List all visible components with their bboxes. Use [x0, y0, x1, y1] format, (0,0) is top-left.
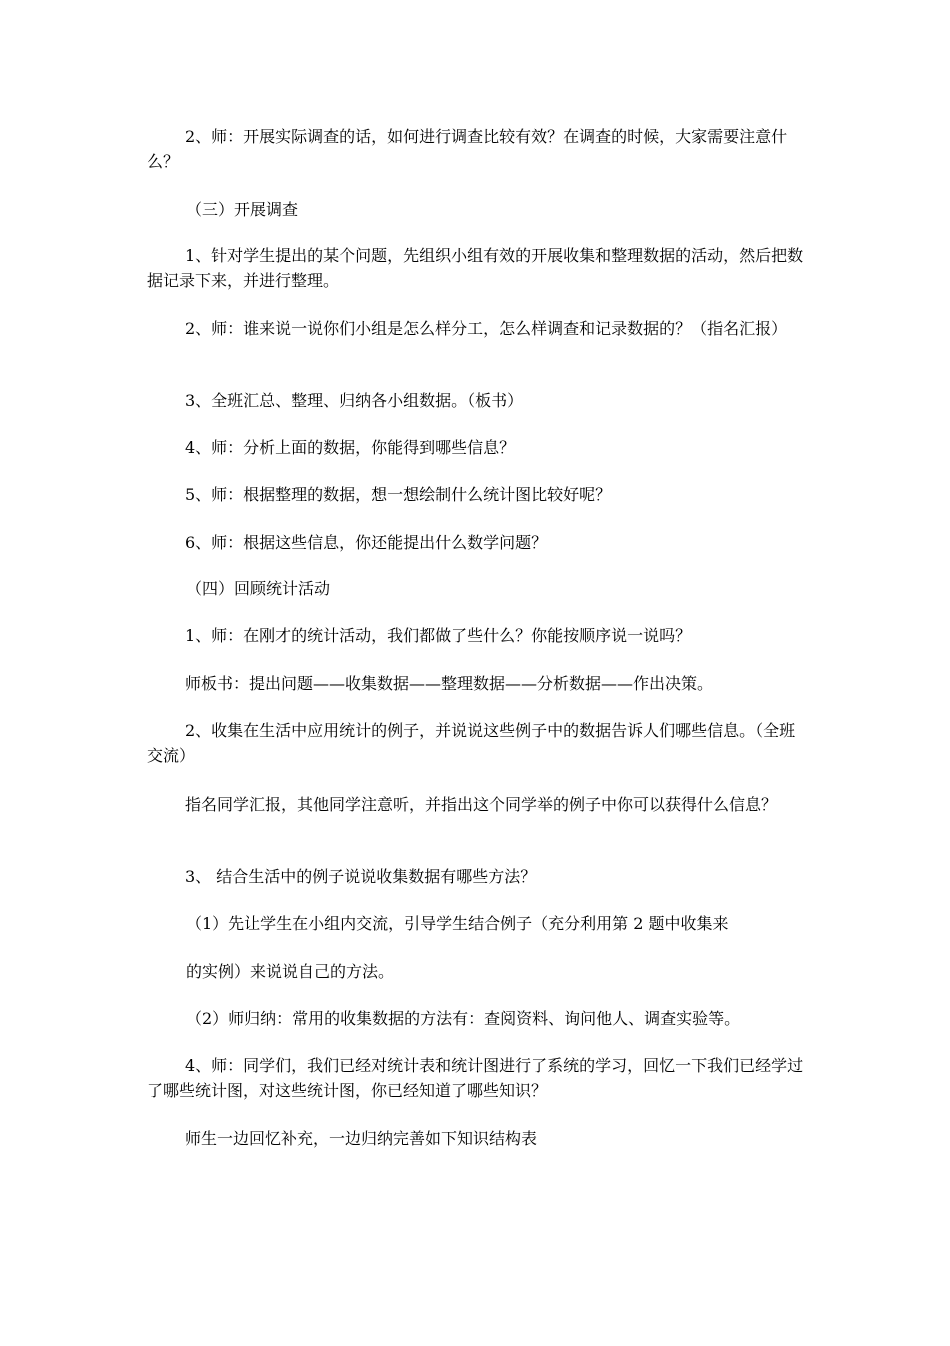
paragraph-chart-review: 4、师：同学们，我们已经对统计表和统计图进行了系统的学习，回忆一下我们已经学过了哪些统计图，对这些统计图，你已经知道了哪些知识？	[147, 1056, 804, 1100]
paragraph-survey-method: 2、师：开展实际调查的话，如何进行调查比较有效？在调查的时候，大家需要注意什么？	[147, 127, 788, 171]
paragraph-step-1-line-1: （1）先让学生在小组内交流，引导学生结合例子（充分利用第 2 题中收集来	[186, 914, 729, 933]
paragraph-student-report: 指名同学汇报，其他同学注意听，并指出这个同学举的例子中你可以获得什么信息？	[185, 795, 778, 814]
section-heading-4: （四）回顾统计活动	[186, 579, 331, 598]
paragraph-choose-chart: 5、师：根据整理的数据，想一想绘制什么统计图比较好呢？	[185, 485, 612, 504]
paragraph-math-questions: 6、师：根据这些信息，你还能提出什么数学问题？	[185, 533, 548, 552]
section-heading-3: （三）开展调查	[186, 200, 299, 219]
paragraph-collection-methods: 3、 结合生活中的例子说说收集数据有哪些方法？	[185, 867, 537, 886]
paragraph-life-examples: 2、收集在生活中应用统计的例子，并说说这些例子中的数据告诉人们哪些信息。（全班交流）	[147, 721, 796, 765]
paragraph-board-writing: 师板书：提出问题——收集数据——整理数据——分析数据——作出决策。	[185, 674, 714, 693]
paragraph-review-activity: 1、师：在刚才的统计活动，我们都做了些什么？你能按顺序说一说吗？	[185, 626, 692, 645]
paragraph-step-1-line-2: 的实例）来说说自己的方法。	[186, 962, 395, 981]
paragraph-group-report: 2、师：谁来说一说你们小组是怎么样分工，怎么样调查和记录数据的？（指名汇报）	[185, 319, 788, 338]
paragraph-organize-groups: 1、针对学生提出的某个问题，先组织小组有效的开展收集和整理数据的活动，然后把数据记录下来，并进行整理。	[147, 246, 804, 290]
paragraph-class-summary: 3、全班汇总、整理、归纳各小组数据。（板书）	[185, 391, 524, 410]
paragraph-analyze-data: 4、师：分析上面的数据，你能得到哪些信息？	[185, 438, 516, 457]
paragraph-step-2: （2）师归纳：常用的收集数据的方法有：查阅资料、询问他人、调查实验等。	[186, 1009, 741, 1028]
paragraph-knowledge-table: 师生一边回忆补充，一边归纳完善如下知识结构表	[185, 1129, 538, 1148]
